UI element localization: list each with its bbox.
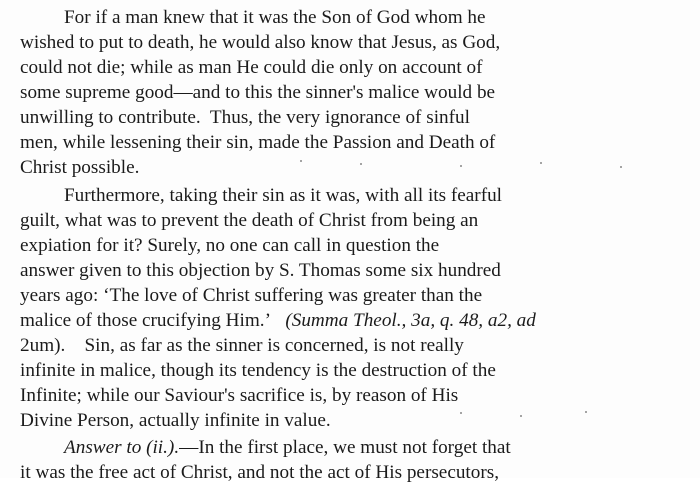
text-line [0,309,700,333]
text-line [0,234,700,258]
line-text: men, while lessening their sin, made the Passion and Death of [20,132,496,153]
text-line [0,184,700,208]
line-text: could not die; while as man He could die only on account of [20,57,483,78]
scan-speck [300,160,302,162]
text-line [0,259,700,283]
citation: (Summa Theol., 3a, q. 48, a2, ad [285,310,536,331]
line-text: malice of those crucifying Him.’ [20,310,271,331]
line-text: infinite in malice, though its tendency is the destruction of the [20,360,496,381]
line-text: Infinite; while our Saviour's sacrifice is, by reason of His [20,385,459,406]
text-line [0,31,700,55]
line-text: Furthermore, taking their sin as it was, with all its fearful [64,185,503,206]
scan-speck [620,166,622,168]
answer-label: Answer to (ii.). [64,437,180,458]
text-line [0,384,700,408]
line-text: wished to put to death, he would also know that Jesus, as God, [20,32,501,53]
text-line [0,131,700,155]
line-text: —In the first place, we must not forget that [179,437,511,458]
text-line [0,436,700,460]
text-line [0,359,700,383]
line-text: it was the free act of Christ, and not the act of His persecutors, [20,462,500,483]
line-text: unwilling to contribute. Thus, the very ignorance of sinful [20,107,470,128]
text-line [0,409,700,433]
line-text: Divine Person, actually infinite in value. [20,410,331,431]
text-line [0,106,700,130]
scan-speck [360,163,362,165]
text-line [0,156,700,180]
scan-speck [585,411,587,413]
line-text: guilt, what was to prevent the death of Christ from being an [20,210,479,231]
text-line [0,284,700,308]
text-line [0,81,700,105]
line-text: answer given to this objection by S. Thomas some six hundred [20,260,501,281]
text-line [0,334,700,358]
scan-speck [460,412,462,414]
scan-speck [540,162,542,164]
line-text: For if a man knew that it was the Son of God whom he [64,7,486,28]
text-line [0,6,700,30]
text-line [0,461,700,485]
line-text: some supreme good—and to this the sinner's malice would be [20,82,496,103]
line-text: expiation for it? Surely, no one can call in question the [20,235,440,256]
line-text: years ago: ‘The love of Christ suffering was greater than the [20,285,483,306]
text-line [0,209,700,233]
text-line [0,56,700,80]
scan-speck [460,165,462,167]
line-text: Sin, as far as the sinner is concerned, is not really [84,335,464,356]
scan-speck [520,415,522,417]
citation-tail: 2um). [20,335,66,356]
line-text: Christ possible. [20,157,140,178]
